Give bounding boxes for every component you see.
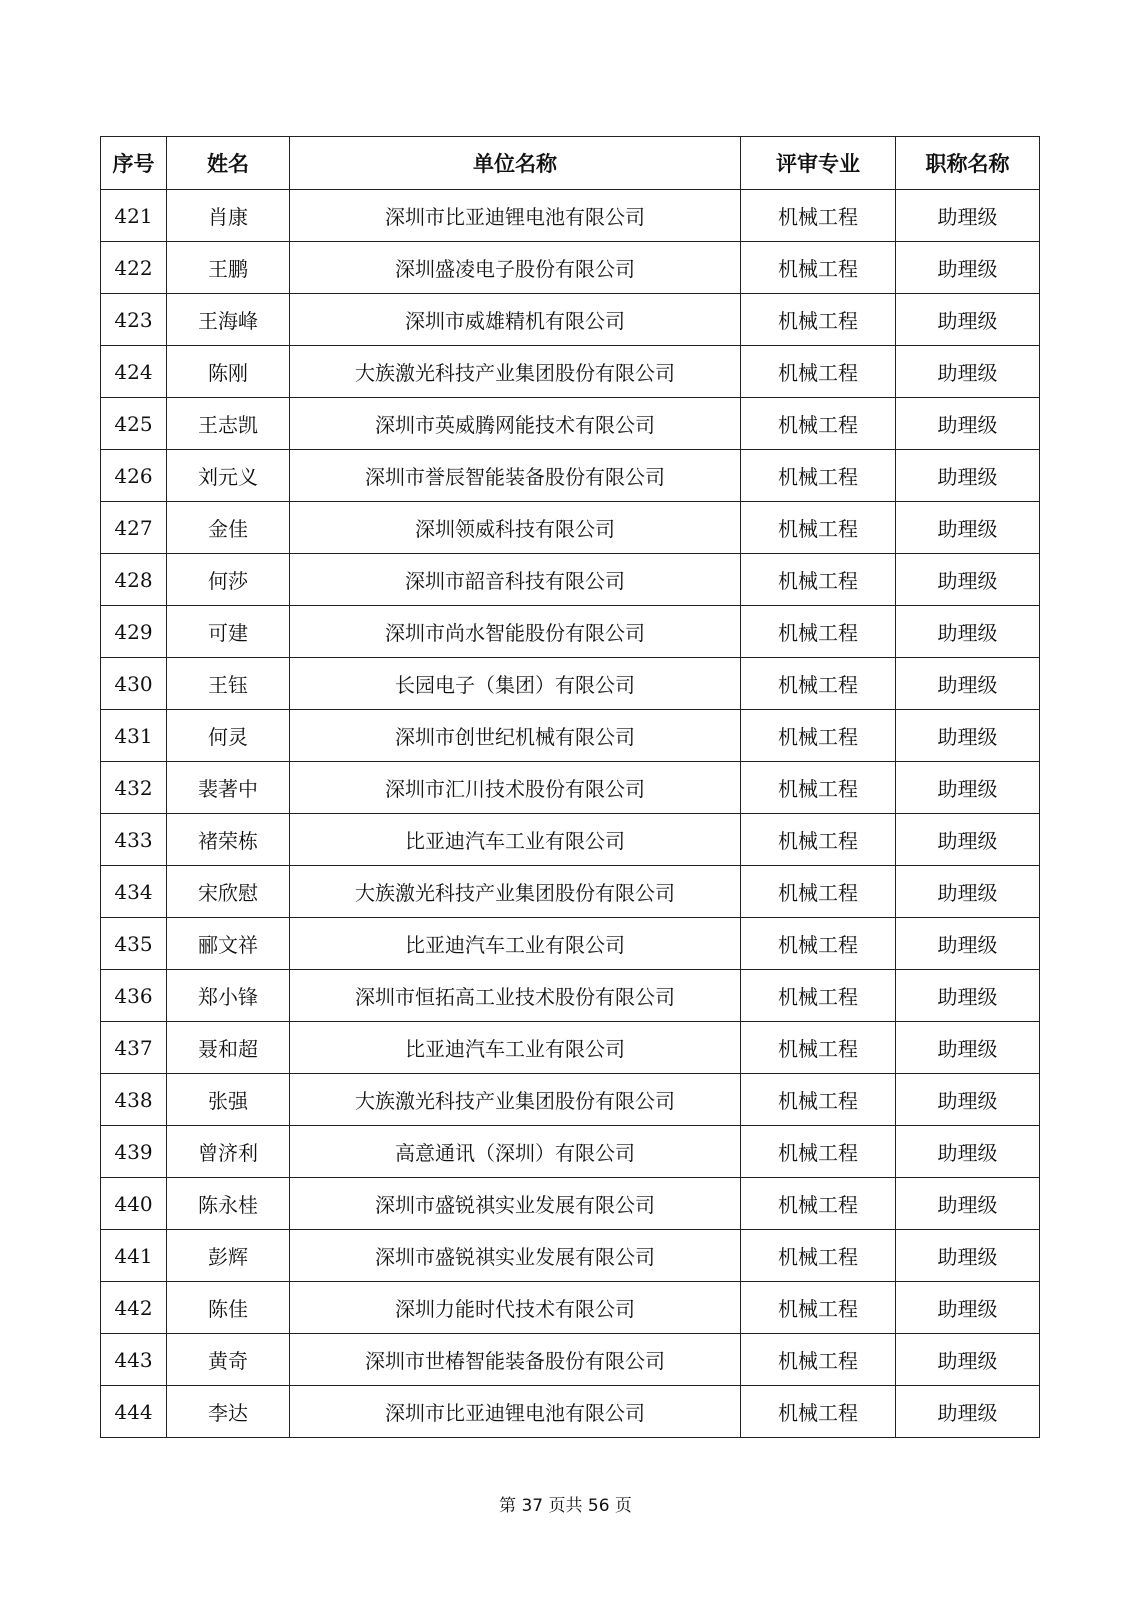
cell-title: 助理级 xyxy=(896,554,1040,606)
cell-seq: 434 xyxy=(101,866,167,918)
cell-name: 何莎 xyxy=(167,554,290,606)
cell-major: 机械工程 xyxy=(741,346,896,398)
cell-title: 助理级 xyxy=(896,970,1040,1022)
cell-seq: 439 xyxy=(101,1126,167,1178)
cell-seq: 436 xyxy=(101,970,167,1022)
cell-title: 助理级 xyxy=(896,1178,1040,1230)
cell-major: 机械工程 xyxy=(741,1230,896,1282)
table-row xyxy=(101,1282,1040,1334)
cell-title: 助理级 xyxy=(896,658,1040,710)
cell-major: 机械工程 xyxy=(741,1386,896,1438)
cell-name: 黄奇 xyxy=(167,1334,290,1386)
cell-name: 陈刚 xyxy=(167,346,290,398)
cell-seq: 433 xyxy=(101,814,167,866)
table-row xyxy=(101,1178,1040,1230)
cell-name: 王钰 xyxy=(167,658,290,710)
cell-title: 助理级 xyxy=(896,1334,1040,1386)
cell-major: 机械工程 xyxy=(741,242,896,294)
cell-unit: 深圳市汇川技术股份有限公司 xyxy=(290,762,741,814)
cell-unit: 深圳市创世纪机械有限公司 xyxy=(290,710,741,762)
cell-name: 郑小锋 xyxy=(167,970,290,1022)
cell-seq: 425 xyxy=(101,398,167,450)
cell-seq: 438 xyxy=(101,1074,167,1126)
cell-name: 陈佳 xyxy=(167,1282,290,1334)
table-row xyxy=(101,1022,1040,1074)
cell-major: 机械工程 xyxy=(741,398,896,450)
cell-major: 机械工程 xyxy=(741,190,896,242)
cell-name: 金佳 xyxy=(167,502,290,554)
cell-seq: 430 xyxy=(101,658,167,710)
cell-seq: 441 xyxy=(101,1230,167,1282)
cell-seq: 431 xyxy=(101,710,167,762)
cell-major: 机械工程 xyxy=(741,502,896,554)
cell-unit: 大族激光科技产业集团股份有限公司 xyxy=(290,1074,741,1126)
cell-name: 郦文祥 xyxy=(167,918,290,970)
cell-title: 助理级 xyxy=(896,190,1040,242)
cell-title: 助理级 xyxy=(896,1126,1040,1178)
cell-unit: 大族激光科技产业集团股份有限公司 xyxy=(290,346,741,398)
cell-name: 裴著中 xyxy=(167,762,290,814)
cell-unit: 深圳市英威腾网能技术有限公司 xyxy=(290,398,741,450)
cell-unit: 深圳领威科技有限公司 xyxy=(290,502,741,554)
table-row xyxy=(101,1334,1040,1386)
cell-title: 助理级 xyxy=(896,866,1040,918)
cell-major: 机械工程 xyxy=(741,762,896,814)
table-row xyxy=(101,1074,1040,1126)
table-row xyxy=(101,814,1040,866)
cell-name: 刘元义 xyxy=(167,450,290,502)
cell-title: 助理级 xyxy=(896,1282,1040,1334)
cell-unit: 深圳市世椿智能装备股份有限公司 xyxy=(290,1334,741,1386)
cell-major: 机械工程 xyxy=(741,1282,896,1334)
cell-major: 机械工程 xyxy=(741,814,896,866)
cell-unit: 深圳市誉辰智能装备股份有限公司 xyxy=(290,450,741,502)
cell-unit: 深圳市比亚迪锂电池有限公司 xyxy=(290,1386,741,1438)
table-row xyxy=(101,606,1040,658)
cell-title: 助理级 xyxy=(896,1022,1040,1074)
cell-title: 助理级 xyxy=(896,294,1040,346)
table-row xyxy=(101,502,1040,554)
table-row xyxy=(101,762,1040,814)
cell-major: 机械工程 xyxy=(741,866,896,918)
cell-name: 王海峰 xyxy=(167,294,290,346)
table-row xyxy=(101,658,1040,710)
cell-unit: 深圳市盛锐祺实业发展有限公司 xyxy=(290,1230,741,1282)
cell-name: 李达 xyxy=(167,1386,290,1438)
cell-major: 机械工程 xyxy=(741,1334,896,1386)
cell-name: 王志凯 xyxy=(167,398,290,450)
cell-unit: 深圳市尚水智能股份有限公司 xyxy=(290,606,741,658)
table-row xyxy=(101,398,1040,450)
table-row xyxy=(101,1230,1040,1282)
cell-title: 助理级 xyxy=(896,346,1040,398)
cell-unit: 大族激光科技产业集团股份有限公司 xyxy=(290,866,741,918)
cell-unit: 深圳市威雄精机有限公司 xyxy=(290,294,741,346)
cell-seq: 421 xyxy=(101,190,167,242)
cell-seq: 435 xyxy=(101,918,167,970)
cell-major: 机械工程 xyxy=(741,450,896,502)
cell-name: 王鹏 xyxy=(167,242,290,294)
cell-major: 机械工程 xyxy=(741,1178,896,1230)
page-number: 第 37 页共 56 页 xyxy=(499,1496,632,1516)
cell-seq: 423 xyxy=(101,294,167,346)
cell-title: 助理级 xyxy=(896,450,1040,502)
cell-unit: 比亚迪汽车工业有限公司 xyxy=(290,1022,741,1074)
cell-name: 何灵 xyxy=(167,710,290,762)
cell-unit: 深圳市恒拓高工业技术股份有限公司 xyxy=(290,970,741,1022)
header-row xyxy=(101,137,1040,190)
cell-title: 助理级 xyxy=(896,762,1040,814)
cell-seq: 422 xyxy=(101,242,167,294)
table-row xyxy=(101,450,1040,502)
cell-major: 机械工程 xyxy=(741,658,896,710)
table-row xyxy=(101,866,1040,918)
cell-unit: 比亚迪汽车工业有限公司 xyxy=(290,814,741,866)
cell-seq: 426 xyxy=(101,450,167,502)
cell-name: 张强 xyxy=(167,1074,290,1126)
cell-major: 机械工程 xyxy=(741,1126,896,1178)
cell-name: 宋欣慰 xyxy=(167,866,290,918)
cell-name: 曾济利 xyxy=(167,1126,290,1178)
cell-name: 肖康 xyxy=(167,190,290,242)
cell-major: 机械工程 xyxy=(741,1022,896,1074)
cell-unit: 高意通讯（深圳）有限公司 xyxy=(290,1126,741,1178)
roster-table xyxy=(100,136,1040,1438)
table-row xyxy=(101,1386,1040,1438)
cell-title: 助理级 xyxy=(896,710,1040,762)
header-title: 职称名称 xyxy=(896,137,1040,190)
cell-title: 助理级 xyxy=(896,242,1040,294)
table-row xyxy=(101,190,1040,242)
cell-major: 机械工程 xyxy=(741,710,896,762)
cell-major: 机械工程 xyxy=(741,918,896,970)
cell-name: 可建 xyxy=(167,606,290,658)
cell-name: 聂和超 xyxy=(167,1022,290,1074)
cell-unit: 长园电子（集团）有限公司 xyxy=(290,658,741,710)
cell-name: 褚荣栋 xyxy=(167,814,290,866)
table-row xyxy=(101,710,1040,762)
cell-title: 助理级 xyxy=(896,606,1040,658)
cell-title: 助理级 xyxy=(896,1230,1040,1282)
table-body xyxy=(101,190,1040,1438)
cell-seq: 428 xyxy=(101,554,167,606)
cell-seq: 437 xyxy=(101,1022,167,1074)
cell-seq: 424 xyxy=(101,346,167,398)
cell-title: 助理级 xyxy=(896,1386,1040,1438)
cell-seq: 440 xyxy=(101,1178,167,1230)
table-row xyxy=(101,970,1040,1022)
table-row xyxy=(101,918,1040,970)
cell-unit: 比亚迪汽车工业有限公司 xyxy=(290,918,741,970)
table-row xyxy=(101,1126,1040,1178)
header-seq: 序号 xyxy=(101,137,167,190)
cell-major: 机械工程 xyxy=(741,606,896,658)
cell-title: 助理级 xyxy=(896,502,1040,554)
cell-major: 机械工程 xyxy=(741,294,896,346)
cell-title: 助理级 xyxy=(896,1074,1040,1126)
header-unit: 单位名称 xyxy=(290,137,741,190)
cell-seq: 442 xyxy=(101,1282,167,1334)
cell-title: 助理级 xyxy=(896,918,1040,970)
cell-unit: 深圳市盛锐祺实业发展有限公司 xyxy=(290,1178,741,1230)
cell-seq: 443 xyxy=(101,1334,167,1386)
cell-name: 陈永桂 xyxy=(167,1178,290,1230)
cell-unit: 深圳力能时代技术有限公司 xyxy=(290,1282,741,1334)
cell-title: 助理级 xyxy=(896,398,1040,450)
cell-seq: 444 xyxy=(101,1386,167,1438)
table-row xyxy=(101,346,1040,398)
cell-name: 彭辉 xyxy=(167,1230,290,1282)
cell-major: 机械工程 xyxy=(741,554,896,606)
cell-seq: 429 xyxy=(101,606,167,658)
table-header xyxy=(101,137,1040,190)
cell-unit: 深圳市韶音科技有限公司 xyxy=(290,554,741,606)
cell-unit: 深圳盛凌电子股份有限公司 xyxy=(290,242,741,294)
table-row xyxy=(101,554,1040,606)
cell-title: 助理级 xyxy=(896,814,1040,866)
cell-unit: 深圳市比亚迪锂电池有限公司 xyxy=(290,190,741,242)
cell-major: 机械工程 xyxy=(741,970,896,1022)
cell-major: 机械工程 xyxy=(741,1074,896,1126)
header-major: 评审专业 xyxy=(741,137,896,190)
table-row xyxy=(101,242,1040,294)
cell-seq: 427 xyxy=(101,502,167,554)
cell-seq: 432 xyxy=(101,762,167,814)
table-row xyxy=(101,294,1040,346)
header-name: 姓名 xyxy=(167,137,290,190)
